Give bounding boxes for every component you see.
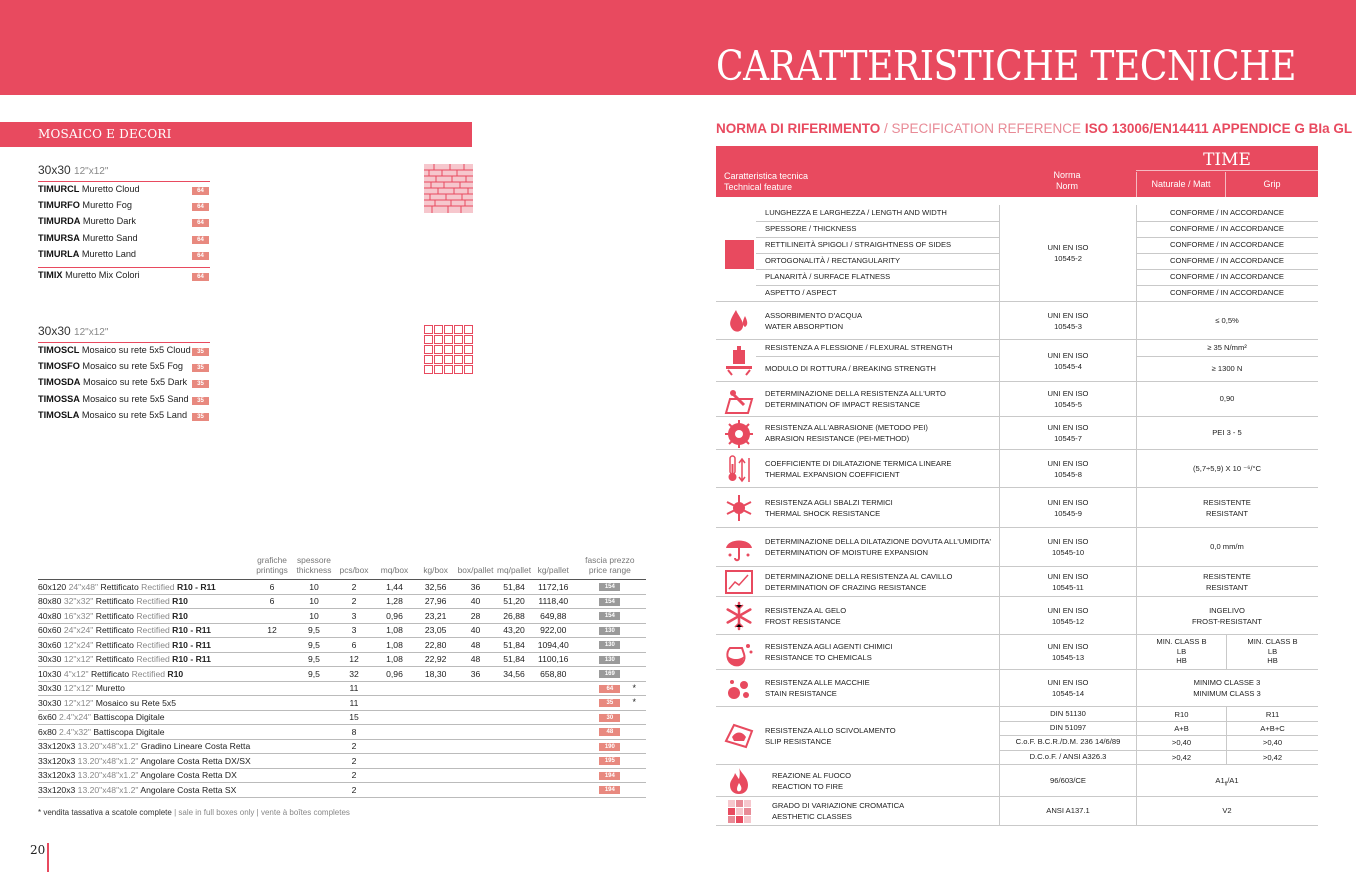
cell-p: 3 <box>335 623 374 638</box>
row-description: 6x80 2.4"x32" Battiscopa Digitale <box>38 725 251 740</box>
cell-s <box>293 768 334 783</box>
price-tag: 48 <box>599 728 620 736</box>
tech-row-fire: REAZIONE AL FUOCO REACTION TO FIRE 96/603/CE $A1_{fl}/A1$ <box>716 765 1318 797</box>
cell-s <box>293 696 334 711</box>
cell-g <box>251 783 294 798</box>
cell-kgp <box>533 768 574 783</box>
cell-bp: 40 <box>456 623 496 638</box>
snowflake-icon <box>724 601 754 631</box>
cell-bp: 48 <box>456 638 496 653</box>
row-description: 30x30 12"x12" Rettificato Rectified R10 - R11 <box>38 652 251 667</box>
muretto-swatch <box>424 164 473 213</box>
table-row <box>38 623 646 638</box>
price-tag: 64 <box>192 273 209 281</box>
price-tag: 35 <box>599 699 620 707</box>
row-description: 30x30 12"x12" Mosaico su Rete 5x5 <box>38 696 251 711</box>
cell-p: 2 <box>335 768 374 783</box>
cell-bp: 36 <box>456 580 496 595</box>
tech-row-stain: RESISTENZA ALLE MACCHIE STAIN RESISTANCE UNI EN ISO 10545-14 MINIMO CLASSE 3 MINIMUM CLASS 3 <box>716 670 1318 707</box>
price-tag: 35 <box>192 397 209 405</box>
col-thickness: spessore thickness <box>293 555 334 580</box>
tech-row-thermal-expansion: COEFFICIENTE DI DILATAZIONE TERMICA LINEARE THERMAL EXPANSION COEFFICIENT UNI EN ISO 10545-8 (5,7÷5,9) X 10 ⁻⁶/°C <box>716 450 1318 488</box>
cell-kgp <box>533 696 574 711</box>
mosaico-swatch <box>424 325 473 374</box>
product-item: TIMOSFO Mosaico su rete 5x5 Fog 35 <box>38 361 210 377</box>
price-tag: 35 <box>192 364 209 372</box>
section-title: MOSAICO E DECORI <box>38 127 172 141</box>
price-tag: 190 <box>599 743 620 751</box>
price-tag: 64 <box>192 219 209 227</box>
group-size: 30x30 12"x12" <box>38 163 109 177</box>
cell-mq: 0,96 <box>373 667 415 682</box>
cell-mqp: 51,84 <box>495 580 533 595</box>
cell-s <box>293 739 334 754</box>
tech-row-dimensions: LUNGHEZZA E LARGHEZZA / LENGTH AND WIDTH SPESSORE / THICKNESS RETTILINEITÀ SPIGOLI / STRAIGHTNESS OF SIDES ORTOGONALITÀ / RECTANGULARITY PLANARITÀ / SURFACE FLATNESS ASPETTO / ASPECT UNI EN ISO 10545-2 CONFORME / IN ACCORDANCE CONFORME / IN ACCORDANCE CONFORME / IN ACCORDANCE CONFORME / IN ACCORDANCE CONFORME / IN ACCORDANCE CONFORME / IN ACCORDANCE <box>716 205 1318 302</box>
product-item: TIMURDA Muretto Dark 64 <box>38 216 210 232</box>
table-row <box>38 609 646 624</box>
cell-s <box>293 681 334 696</box>
product-item: TIMOSSA Mosaico su rete 5x5 Sand 35 <box>38 394 210 410</box>
tech-row-crazing: DETERMINAZIONE DELLA RESISTENZA AL CAVILLO DETERMINATION OF CRAZING RESISTANCE UNI EN ISO 10545-11 RESISTENTE RESISTANT <box>716 567 1318 597</box>
product-item: TIMOSLA Mosaico su rete 5x5 Land 35 <box>38 410 210 426</box>
cell-price <box>574 783 646 798</box>
price-tag: 154 <box>599 612 620 620</box>
row-description: 33x120x3 13.20"x48"x1.2" Gradino Lineare Costa Retta <box>38 739 251 754</box>
product-item: TIMURFO Muretto Fog 64 <box>38 200 210 216</box>
packaging-table <box>38 555 646 798</box>
row-description: 33x120x3 13.20"x48"x1.2" Angolare Costa Retta DX <box>38 768 251 783</box>
cell-mq: 0,96 <box>373 609 415 624</box>
cell-mq <box>373 754 415 769</box>
umbrella-icon <box>724 532 754 562</box>
abrasion-disc-icon <box>724 419 754 449</box>
cell-p: 11 <box>335 696 374 711</box>
cell-bp <box>456 710 496 725</box>
cell-price <box>574 609 646 624</box>
cell-mq: 1,08 <box>373 638 415 653</box>
product-group-muretto <box>38 163 210 286</box>
packaging-table-body <box>38 580 646 798</box>
product-item: TIMOSCL Mosaico su rete 5x5 Cloud 35 <box>38 345 210 361</box>
cell-s: 9,5 <box>293 623 334 638</box>
price-tag: 194 <box>599 786 620 794</box>
cell-mqp <box>495 725 533 740</box>
cell-price <box>574 725 646 740</box>
crazing-icon <box>724 567 754 597</box>
cell-kgp: 649,88 <box>533 609 574 624</box>
cell-mq <box>373 739 415 754</box>
cell-bp <box>456 681 496 696</box>
row-description: 60x120 24"x48" Rettificato Rectified R10 - R11 <box>38 580 251 595</box>
cell-mq: 1,08 <box>373 652 415 667</box>
table-row <box>38 725 646 740</box>
cell-bp: 40 <box>456 594 496 609</box>
slip-icon <box>724 721 754 751</box>
row-description: 40x80 16"x32" Rettificato Rectified R10 <box>38 609 251 624</box>
cell-mqp: 26,88 <box>495 609 533 624</box>
tech-table-header <box>716 146 1318 197</box>
cell-s: 9,5 <box>293 667 334 682</box>
tech-row-frost: RESISTENZA AL GELO FROST RESISTANCE UNI EN ISO 10545-12 INGELIVO FROST-RESISTANT <box>716 597 1318 635</box>
water-drop-icon <box>724 306 754 336</box>
square-icon <box>724 239 754 269</box>
page-title: CARATTERISTICHE TECNICHE <box>716 42 1297 90</box>
thermometer-icon <box>724 454 754 484</box>
price-tag: 195 <box>599 757 620 765</box>
cell-g <box>251 609 294 624</box>
cell-kg: 22,80 <box>416 638 456 653</box>
table-row <box>38 580 646 595</box>
cell-p: 6 <box>335 638 374 653</box>
cell-mqp <box>495 783 533 798</box>
cell-p: 2 <box>335 739 374 754</box>
cell-kg <box>416 725 456 740</box>
cell-mqp <box>495 696 533 711</box>
cell-mqp: 51,20 <box>495 594 533 609</box>
cell-g <box>251 638 294 653</box>
row-description: 30x60 12"x24" Rettificato Rectified R10 - R11 <box>38 638 251 653</box>
cell-kgp: 1172,16 <box>533 580 574 595</box>
cell-kgp: 658,80 <box>533 667 574 682</box>
table-row <box>38 681 646 696</box>
table-row <box>38 768 646 783</box>
cell-kgp: 1094,40 <box>533 638 574 653</box>
row-description: 33x120x3 13.20"x48"x1.2" Angolare Costa Retta SX <box>38 783 251 798</box>
group-rule <box>38 181 210 182</box>
col-kgp: kg/pallet <box>533 555 574 580</box>
cell-p: 15 <box>335 710 374 725</box>
col-mq: mq/box <box>373 555 415 580</box>
row-description: 6x60 2.4"x24" Battiscopa Digitale <box>38 710 251 725</box>
cell-g <box>251 667 294 682</box>
cell-kgp: 1100,16 <box>533 652 574 667</box>
col-kg: kg/box <box>416 555 456 580</box>
cell-price <box>574 623 646 638</box>
cell-kg: 32,56 <box>416 580 456 595</box>
cell-kg: 18,30 <box>416 667 456 682</box>
cell-p: 2 <box>335 783 374 798</box>
cell-s: 9,5 <box>293 638 334 653</box>
norm-header: Norma Norm <box>1053 170 1081 191</box>
section-bar <box>0 122 472 147</box>
price-tag: 64 <box>192 236 209 244</box>
cell-g: 6 <box>251 594 294 609</box>
table-row <box>38 739 646 754</box>
cell-kg: 23,05 <box>416 623 456 638</box>
cell-mq <box>373 696 415 711</box>
cell-price <box>574 768 646 783</box>
cell-kgp <box>533 783 574 798</box>
group-rule <box>38 342 210 343</box>
col-price: fascia prezzo price range <box>574 555 646 580</box>
cell-g <box>251 739 294 754</box>
product-item: TIMURLA Muretto Land 64 <box>38 249 210 265</box>
tech-row-chemicals: RESISTENZA AGLI AGENTI CHIMICI RESISTANCE TO CHEMICALS UNI EN ISO 10545-13 MIN. CLASS B LB HB MIN. CLASS B LB HB <box>716 635 1318 670</box>
tech-row-impact: DETERMINAZIONE DELLA RESISTENZA ALL'URTO DETERMINATION OF IMPACT RESISTANCE UNI EN ISO 10545-5 0,90 <box>716 382 1318 417</box>
price-tag: 169 <box>599 670 620 678</box>
tech-row-color-variation: GRADO DI VARIAZIONE CROMATICA AESTHETIC CLASSES ANSI A137.1 V2 <box>716 797 1318 826</box>
price-tag: 30 <box>599 714 620 722</box>
price-tag: 64 <box>192 203 209 211</box>
table-row <box>38 667 646 682</box>
cell-s <box>293 725 334 740</box>
price-tag: 194 <box>599 772 620 780</box>
cell-kg: 23,21 <box>416 609 456 624</box>
cell-bp <box>456 725 496 740</box>
price-tag: 154 <box>599 598 620 606</box>
cell-mqp: 51,84 <box>495 638 533 653</box>
table-row <box>38 696 646 711</box>
cell-g <box>251 725 294 740</box>
product-item: TIMOSDA Mosaico su rete 5x5 Dark 35 <box>38 377 210 393</box>
color-grid-icon <box>724 797 754 827</box>
cell-mqp: 43,20 <box>495 623 533 638</box>
table-row <box>38 754 646 769</box>
cell-p: 11 <box>335 681 374 696</box>
table-row <box>38 652 646 667</box>
group-size: 30x30 12"x12" <box>38 324 109 338</box>
table-row <box>38 710 646 725</box>
page-number-rule <box>47 843 49 872</box>
cell-mq: 1,44 <box>373 580 415 595</box>
stain-icon <box>724 673 754 703</box>
cell-kg <box>416 696 456 711</box>
tech-row-flexural: RESISTENZA A FLESSIONE / FLEXURAL STRENGTH MODULO DI ROTTURA / BREAKING STRENGTH UNI EN ISO 10545-4 ≥ 35 N/mm² ≥ 1300 N <box>716 340 1318 382</box>
cell-g <box>251 652 294 667</box>
cell-bp <box>456 783 496 798</box>
cell-price: 35 * <box>574 696 646 711</box>
cell-price <box>574 710 646 725</box>
feature-header: Caratteristica tecnica Technical feature <box>724 171 809 192</box>
tech-row-thermal-shock: RESISTENZA AGLI SBALZI TERMICI THERMAL SHOCK RESISTANCE UNI EN ISO 10545-9 RESISTENTE RESISTANT <box>716 488 1318 528</box>
cell-mqp: 51,84 <box>495 652 533 667</box>
product-item: TIMURCL Muretto Cloud 64 <box>38 184 210 200</box>
cell-bp <box>456 696 496 711</box>
cell-kg <box>416 754 456 769</box>
cell-kgp: 922,00 <box>533 623 574 638</box>
cell-p: 32 <box>335 667 374 682</box>
tech-row-water: ASSORBIMENTO D'ACQUA WATER ABSORPTION UNI EN ISO 10545-3 ≤ 0,5% <box>716 302 1318 340</box>
cell-kgp <box>533 754 574 769</box>
cell-s <box>293 754 334 769</box>
cell-kg: 22,92 <box>416 652 456 667</box>
tech-row-slip: RESISTENZA ALLO SCIVOLAMENTO SLIP RESISTANCE DIN 51130 DIN 51097 C.o.F. B.C.R./D.M. 236 14/6/89 D.C.o.F. / ANSI A326.3 R10 A+B >0,40 >0,42 R11 A+B+C >0,40 >0,42 <box>716 707 1318 765</box>
footnote: * vendita tassativa a scatole complete | sale in full boxes only | vente à boîtes completes <box>38 808 350 817</box>
price-tag: 64 <box>192 187 209 195</box>
cell-kgp <box>533 739 574 754</box>
row-description: 60x60 24"x24" Rettificato Rectified R10 - R11 <box>38 623 251 638</box>
cell-kg <box>416 710 456 725</box>
cell-mq <box>373 681 415 696</box>
cell-kg <box>416 783 456 798</box>
cell-p: 2 <box>335 754 374 769</box>
cell-bp: 28 <box>456 609 496 624</box>
cell-s: 9,5 <box>293 652 334 667</box>
cell-price <box>574 580 646 595</box>
cell-p: 12 <box>335 652 374 667</box>
cell-mqp <box>495 754 533 769</box>
price-tag: 64 <box>599 685 620 693</box>
group-rule <box>38 267 210 268</box>
cell-bp <box>456 739 496 754</box>
cell-mq <box>373 725 415 740</box>
cell-s <box>293 710 334 725</box>
series-header: TIME <box>1136 146 1318 171</box>
cell-g: 6 <box>251 580 294 595</box>
cell-mqp <box>495 739 533 754</box>
tech-row-moisture: DETERMINAZIONE DELLA DILATAZIONE DOVUTA ALL'UMIDITA' DETERMINATION OF MOISTURE EXPANSION UNI EN ISO 10545-10 0,0 mm/m <box>716 528 1318 567</box>
table-row <box>38 594 646 609</box>
cell-price <box>574 739 646 754</box>
cell-bp <box>456 768 496 783</box>
product-item: TIMURSA Muretto Sand 64 <box>38 233 210 249</box>
cell-mqp <box>495 681 533 696</box>
col-mqp: mq/pallet <box>495 555 533 580</box>
flame-icon <box>724 766 754 796</box>
cell-kgp <box>533 681 574 696</box>
cell-g <box>251 754 294 769</box>
cell-p: 3 <box>335 609 374 624</box>
cell-g: 12 <box>251 623 294 638</box>
cell-kg <box>416 768 456 783</box>
price-tag: 35 <box>192 348 209 356</box>
row-description: 33x120x3 13.20"x48"x1.2" Angolare Costa Retta DX/SX <box>38 754 251 769</box>
cell-g <box>251 710 294 725</box>
col-printings: grafiche printings <box>251 555 294 580</box>
cell-bp: 36 <box>456 667 496 682</box>
cell-mq <box>373 783 415 798</box>
thermal-shock-icon <box>724 493 754 523</box>
col-desc <box>38 555 251 580</box>
price-tag: 35 <box>192 413 209 421</box>
cell-mq: 1,28 <box>373 594 415 609</box>
cell-kgp <box>533 725 574 740</box>
cell-mqp: 34,56 <box>495 667 533 682</box>
cell-price <box>574 754 646 769</box>
cell-s: 10 <box>293 609 334 624</box>
table-row <box>38 638 646 653</box>
cell-kg <box>416 681 456 696</box>
cell-price <box>574 638 646 653</box>
impact-icon <box>724 385 754 415</box>
cell-mq <box>373 768 415 783</box>
cell-kgp: 1118,40 <box>533 594 574 609</box>
chemical-icon <box>724 638 754 668</box>
price-tag: 130 <box>599 656 620 664</box>
cell-s: 10 <box>293 580 334 595</box>
row-description: 30x30 12"x12" Muretto <box>38 681 251 696</box>
cell-mqp <box>495 768 533 783</box>
cell-mq: 1,08 <box>373 623 415 638</box>
price-tag: 154 <box>599 583 620 591</box>
cell-mq <box>373 710 415 725</box>
cell-kg <box>416 739 456 754</box>
product-item: TIMIX Muretto Mix Colori 64 <box>38 270 210 286</box>
price-tag: 130 <box>599 627 620 635</box>
cell-g <box>251 696 294 711</box>
col-boxp: box/pallet <box>456 555 496 580</box>
price-tag: 64 <box>192 252 209 260</box>
cell-price: 64 * <box>574 681 646 696</box>
product-group-mosaico <box>38 324 210 426</box>
cell-g <box>251 681 294 696</box>
cell-price <box>574 594 646 609</box>
tech-row-abrasion: RESISTENZA ALL'ABRASIONE (METODO PEI) ABRASION RESISTANCE (PEI-METHOD) UNI EN ISO 10545-7 PEI 3 - 5 <box>716 417 1318 450</box>
press-icon <box>724 346 754 376</box>
cell-s <box>293 783 334 798</box>
cell-g <box>251 768 294 783</box>
cell-kgp <box>533 710 574 725</box>
specification-reference: NORMA DI RIFERIMENTO / SPECIFICATION REFERENCE ISO 13006/EN14411 APPENDICE G BIa GL <box>716 121 1353 136</box>
price-tag: 130 <box>599 641 620 649</box>
table-header <box>38 555 646 580</box>
naturale-header: Naturale / Matt <box>1136 172 1226 197</box>
row-description: 80x80 32"x32" Rettificato Rectified R10 <box>38 594 251 609</box>
cell-price <box>574 667 646 682</box>
cell-price <box>574 652 646 667</box>
cell-bp: 48 <box>456 652 496 667</box>
cell-kg: 27,96 <box>416 594 456 609</box>
page-number: 20 <box>30 843 46 857</box>
table-row <box>38 783 646 798</box>
cell-p: 2 <box>335 580 374 595</box>
cell-mqp <box>495 710 533 725</box>
price-tag: 35 <box>192 380 209 388</box>
grip-header: Grip <box>1263 179 1281 189</box>
col-pcs: pcs/box <box>335 555 374 580</box>
cell-p: 8 <box>335 725 374 740</box>
row-description: 10x30 4"x12" Rettificato Rectified R10 <box>38 667 251 682</box>
cell-s: 10 <box>293 594 334 609</box>
cell-p: 2 <box>335 594 374 609</box>
cell-bp <box>456 754 496 769</box>
